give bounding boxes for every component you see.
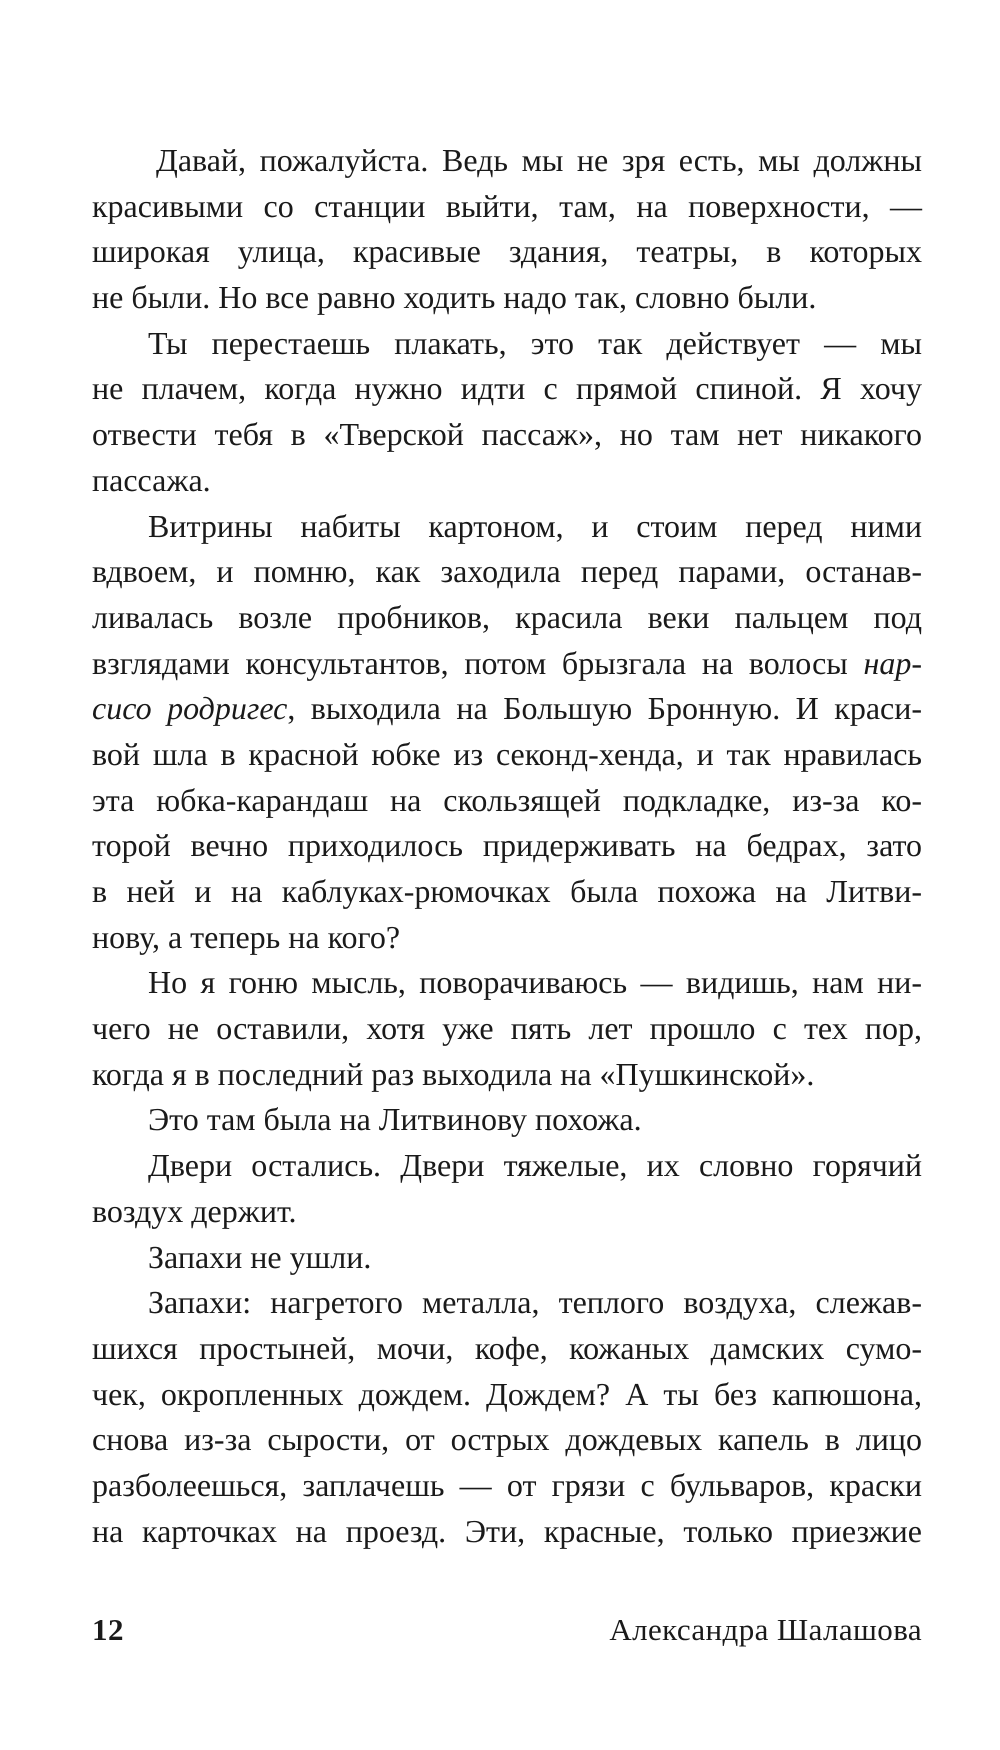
text-line [92, 412, 922, 458]
text-line-content: пассажа. [92, 461, 211, 498]
text-line [92, 1006, 922, 1052]
running-footer-author: Александра Шалашова [609, 1612, 922, 1647]
text-line [92, 275, 922, 321]
text-line [92, 504, 922, 550]
text-line [92, 229, 922, 275]
text-line [92, 915, 922, 961]
text-line-content: чек, окропленных дождем. Дождем? А ты без капюшона, [92, 1375, 922, 1412]
text-line [92, 321, 922, 367]
text-line-content: когда я в последний раз выходила на «Пушкинской». [92, 1055, 815, 1092]
text-line-content: не были. Но все равно ходить надо так, словно были. [92, 279, 817, 316]
text-line [92, 1235, 922, 1281]
text-line-content: Витрины набиты картоном, и стоим перед ними [148, 507, 922, 544]
text-line [92, 1417, 922, 1463]
text-line-content: вдвоем, и помню, как заходила перед парами, останав- [92, 553, 922, 590]
text-line-content: взглядами консультантов, потом брызгала на волосы [92, 644, 864, 681]
body-text [92, 138, 922, 1554]
text-line [92, 686, 922, 732]
text-line [92, 366, 922, 412]
text-line-content: Двери остались. Двери тяжелые, их словно горячий [148, 1147, 922, 1184]
text-line [92, 960, 922, 1006]
text-line [92, 1189, 922, 1235]
text-line [92, 549, 922, 595]
text-line-content: воздух держит. [92, 1192, 297, 1229]
text-line [92, 138, 922, 184]
text-line [92, 1326, 922, 1372]
text-line-content: ливалась возле пробников, красила веки пальцем под [92, 598, 922, 635]
text-line-content: отвести тебя в «Тверской пассаж», но там нет никакого [92, 416, 922, 453]
text-line [92, 778, 922, 824]
text-line-content: Запахи не ушли. [148, 1238, 372, 1275]
text-line [92, 1052, 922, 1098]
text-line [92, 1280, 922, 1326]
text-line-content: снова из-за сырости, от острых дождевых капель в лицо [92, 1421, 922, 1458]
text-line-content: нову, а теперь на кого? [92, 918, 401, 955]
text-line [92, 869, 922, 915]
text-line-content: красивыми со станции выйти, там, на поверхности, — [92, 187, 922, 224]
text-line [92, 823, 922, 869]
text-line [92, 595, 922, 641]
text-line-content: широкая улица, красивые здания, театры, в которых [92, 233, 922, 270]
text-line-content: торой вечно приходилось придерживать на бедрах, зато [92, 827, 922, 864]
text-line-content: в ней и на каблуках-рюмочках была похожа на Литви- [92, 873, 922, 909]
text-line [92, 732, 922, 778]
text-line-content: не плачем, когда нужно идти с прямой спиной. Я хочу [92, 370, 922, 407]
text-line [92, 641, 922, 687]
text-line-content: чего не оставили, хотя уже пять лет прошло с тех пор, [92, 1010, 922, 1047]
text-line [92, 1097, 922, 1143]
italic-text: сисо родригес [92, 690, 288, 727]
text-line-content: Давай, пожалуйста. Ведь мы не зря есть, мы должны [156, 142, 922, 178]
text-line-content: Это там была на Литвинову похожа. [148, 1101, 642, 1138]
text-line [92, 184, 922, 230]
text-line-content: Но я гоню мысль, поворачиваюсь — видишь, нам ни- [148, 964, 922, 1001]
text-line-content: на карточках на проезд. Эти, красные, только приезжие [92, 1512, 922, 1549]
text-line-content: эта юбка-карандаш на скользящей подкладке, из-за ко- [92, 781, 922, 818]
text-line-content: Ты перестаешь плакать, это так действует — мы [148, 324, 922, 361]
text-line [92, 1509, 922, 1555]
text-line [92, 1143, 922, 1189]
text-line-content: разболеешься, заплачешь — от грязи с бульваров, краски [92, 1466, 922, 1503]
text-line [92, 458, 922, 504]
italic-text: нар- [863, 644, 922, 681]
page-number: 12 [92, 1612, 124, 1647]
text-line-content: , выходила на Большую Бронную. И краси- [287, 690, 923, 727]
text-line-content: вой шла в красной юбке из секонд-хенда, и так нравилась [92, 735, 922, 772]
text-line [92, 1372, 922, 1418]
text-line-content: шихся простыней, мочи, кофе, кожаных дамских сумо- [92, 1329, 922, 1366]
text-line-content: Запахи: нагретого металла, теплого воздуха, слежав- [148, 1284, 922, 1321]
text-line [92, 1463, 922, 1509]
